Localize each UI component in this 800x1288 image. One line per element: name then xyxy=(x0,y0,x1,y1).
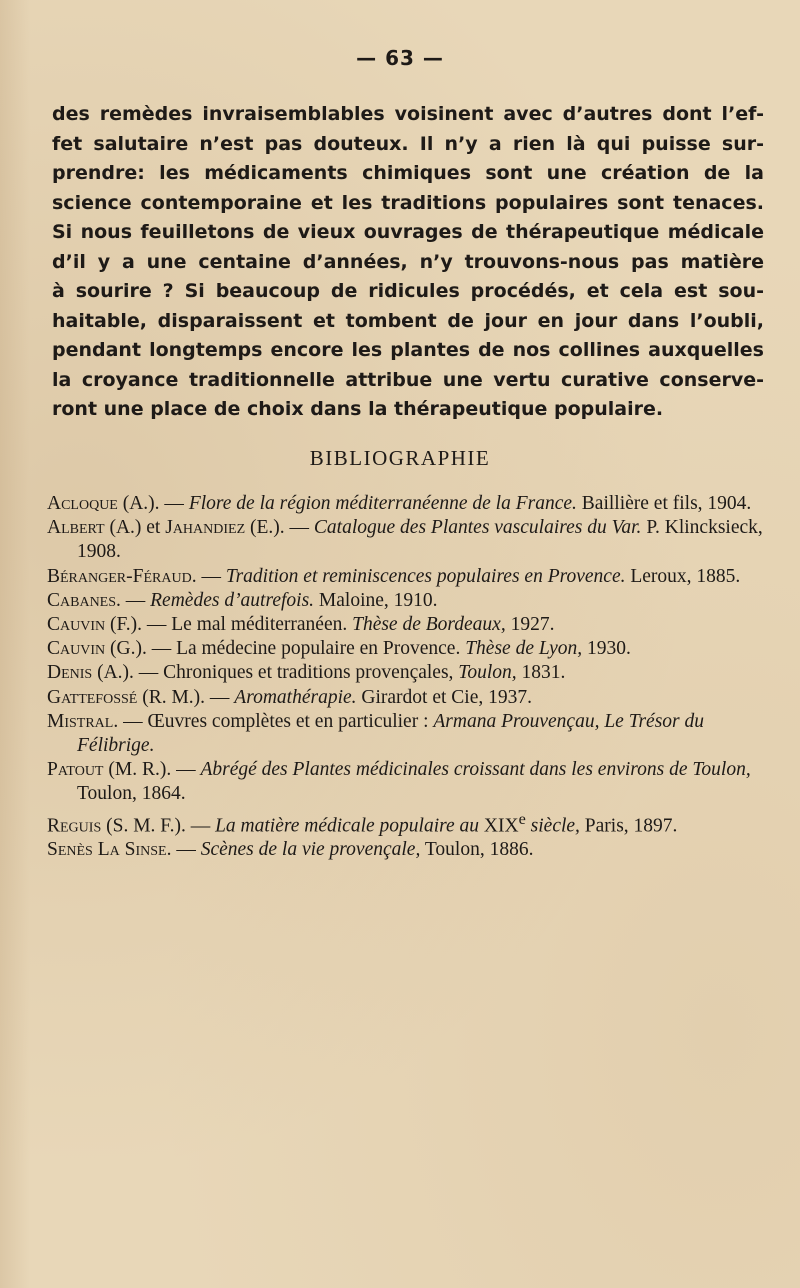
entry-title: Catalogue des Plantes vasculaires du Var. xyxy=(313,517,642,539)
entry-author: Cabanes xyxy=(47,589,117,611)
entry-title: La matière médicale populaire au xyxy=(215,815,484,837)
bibliography-entry xyxy=(47,637,767,661)
body-line: des remèdes invraisemblables voisinent avec d’autres dont l’ef- xyxy=(52,103,764,125)
body-line: Si nous feuilletons de vieux ouvrages de thérapeutique médicale xyxy=(52,221,764,243)
entry-title: Flore de la région méditerranéenne de la France. xyxy=(188,493,577,514)
entry-initials: (A.) et xyxy=(104,517,166,539)
entry-title: Thèse de Bordeaux, xyxy=(352,614,506,636)
entry-publisher: P. Klincksieck, 1908. xyxy=(77,517,763,563)
entry-publisher: Toulon, 1864. xyxy=(77,783,186,805)
entry-initials: (A.). — xyxy=(117,493,189,514)
body-paragraph xyxy=(52,100,764,425)
entry-publisher: Paris, 1897. xyxy=(579,815,678,837)
entry-publisher: 1930. xyxy=(582,638,631,660)
body-line: ront une place de choix dans la thérapeutique populaire. xyxy=(52,398,664,420)
bibliography-entry xyxy=(47,613,767,637)
entry-initials: (G.). — La médecine populaire en Provence. xyxy=(105,638,466,660)
entry-initials: . — xyxy=(166,839,201,861)
bibliography-entry xyxy=(47,589,767,613)
entry-title: Remèdes d’autrefois. xyxy=(150,589,315,611)
entry-publisher: 1927. xyxy=(505,614,555,636)
entry-initials: . — xyxy=(191,565,226,587)
body-line: d’il y a une centaine d’années, n’y trouvons-nous pas matière xyxy=(52,250,764,273)
entry-author: Cauvin xyxy=(47,614,106,636)
bibliography-entry xyxy=(47,758,767,806)
entry-publisher: 1831. xyxy=(516,662,566,684)
entry-author: Cauvin xyxy=(47,638,106,660)
entry-coauthor: Jahandiez xyxy=(165,517,246,539)
entry-initials: (F.). — Le mal méditerranéen. xyxy=(105,614,353,636)
body-line: haitable, disparaissent et tombent de jour en jour dans l’oubli, xyxy=(52,309,764,332)
bibliography-entry xyxy=(47,565,767,589)
entry-publisher: Girardot et Cie, 1937. xyxy=(356,686,532,708)
entry-author: Gattefossé xyxy=(47,686,138,708)
entry-title: Toulon, xyxy=(458,662,517,684)
entry-century-suffix: e xyxy=(518,809,526,828)
bibliography-entry xyxy=(47,710,767,758)
entry-author: Reguis xyxy=(47,815,102,837)
body-line: science contemporaine et les traditions populaires sont tenaces. xyxy=(52,191,764,214)
entry-title-end: siècle, xyxy=(525,815,580,837)
entry-initials: . — xyxy=(116,589,151,611)
entry-publisher: Baillière et fils, 1904. xyxy=(576,493,752,514)
entry-initials: (R. M.). — xyxy=(137,686,235,708)
bibliography-entry xyxy=(47,686,767,710)
entry-author: Senès La Sinse xyxy=(47,839,167,861)
bibliography-entry xyxy=(47,516,767,564)
bibliography-entry xyxy=(47,492,767,516)
body-line: la croyance traditionnelle attribue une vertu curative conserve- xyxy=(52,368,764,391)
entry-title: Tradition et reminiscences populaires en Provence. xyxy=(225,565,626,587)
bibliography-heading: BIBLIOGRAPHIE xyxy=(309,446,491,470)
entry-title: Armana Prouvençau, Le Trésor du Félibrige. xyxy=(77,710,705,757)
bibliography-entry xyxy=(47,661,767,685)
entry-author: Acloque xyxy=(47,493,118,514)
entry-title: Scènes de la vie provençale, xyxy=(200,839,421,861)
entry-publisher: Leroux, 1885. xyxy=(625,565,741,587)
body-line: prendre: les médicaments chimiques sont une création de la xyxy=(52,162,764,184)
entry-author: Denis xyxy=(47,662,93,684)
entry-author: Béranger-Féraud xyxy=(47,565,192,587)
entry-title: Abrégé des Plantes médicinales croissant dans les environs de Toulon, xyxy=(200,759,751,781)
entry-initials: (S. M. F.). — xyxy=(101,815,216,837)
entry-publisher: Maloine, 1910. xyxy=(314,589,438,611)
body-line: fet salutaire n’est pas douteux. Il n’y a rien là qui puisse sur- xyxy=(52,132,764,155)
entry-author: Albert xyxy=(47,517,105,539)
entry-author: Patout xyxy=(47,759,104,781)
bibliography-list xyxy=(47,492,767,863)
entry-initials: (A.). — Chroniques et traditions provençales, xyxy=(92,662,459,684)
body-line: à sourire ? Si beaucoup de ridicules procédés, et cela est sou- xyxy=(52,280,764,302)
entry-title: Thèse de Lyon, xyxy=(465,638,583,660)
bibliography-entry xyxy=(47,838,767,862)
entry-initials: (M. R.). — xyxy=(103,759,201,781)
entry-coauthor-initials: (E.). — xyxy=(245,517,314,539)
entry-publisher: Toulon, 1886. xyxy=(420,839,534,861)
entry-title: Aromathérapie. xyxy=(234,686,357,708)
page-number: — 63 — xyxy=(356,46,444,70)
entry-initials: . — Œuvres complètes et en particulier : xyxy=(113,710,434,732)
entry-century: XIX xyxy=(483,815,519,837)
bibliography-entry xyxy=(47,807,767,839)
entry-author: Mistral xyxy=(47,710,114,732)
body-line: pendant longtemps encore les plantes de nos collines auxquelles xyxy=(52,339,764,361)
